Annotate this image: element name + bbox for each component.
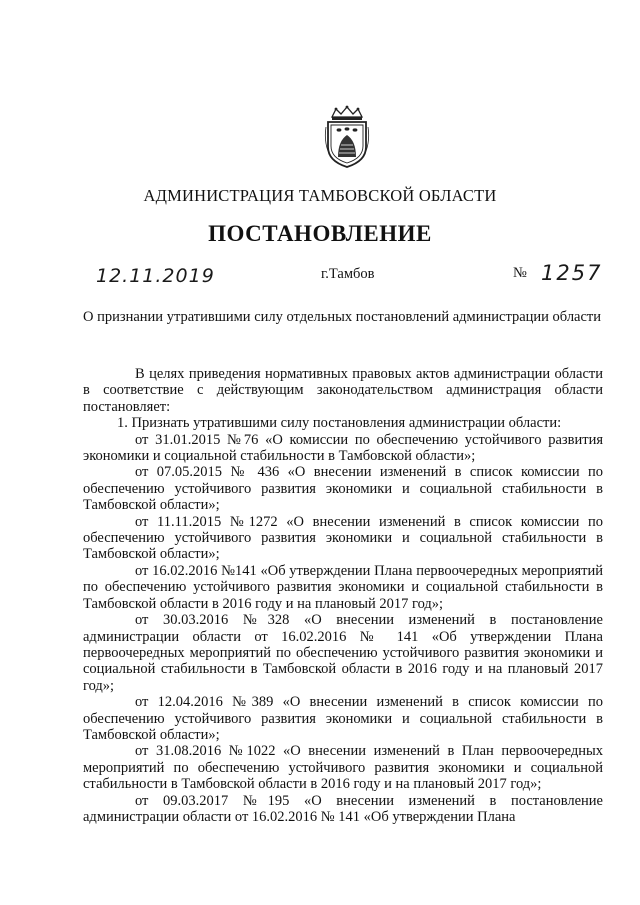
intro-paragraph: В целях приведения нормативных правовых актов администрации области в соответствие с действующим законодательством администрация области постановляет: bbox=[83, 366, 603, 415]
number-label: № bbox=[513, 265, 527, 281]
handwritten-number: 1257 bbox=[541, 261, 603, 285]
point-1-paragraph: 1. Признать утратившими силу постановления администрации области: bbox=[117, 415, 562, 432]
list-item: от 31.01.2015 №76 «О комиссии по обеспечению устойчивого развития экономики и социальной стабильности в Тамбовской области»; bbox=[83, 431, 603, 465]
list-item: от 16.02.2016 №141 «Об утверждении Плана первоочередных мероприятий по обеспечению устойчивого развития экономики и социальной стабильности в Тамбовской области в 2016 году и на плановый 2017 год»; bbox=[83, 562, 603, 612]
document-subject: О признании утратившими силу отдельных постановлений администрации области bbox=[83, 309, 602, 325]
list-item: от 11.11.2015 №1272 «О внесении изменений в список комиссии по обеспечению устойчивого развития экономики и социальной стабильности в Тамбовской области»; bbox=[83, 513, 603, 563]
document-type-title: ПОСТАНОВЛЕНИЕ bbox=[208, 221, 432, 246]
list-item: от 30.03.2016 №328 «О внесении изменений в постановление администрации области от 16.02.2016 № 141 «Об утверждении Плана первоочередных мероприятий по обеспечению устойчивого развития экономики и социальной стабильности в Тамбовской области в 2016 году и на плановый 2017 год»; bbox=[83, 612, 603, 694]
city-label: г.Тамбов bbox=[321, 266, 375, 282]
handwritten-date: 12.11.2019 bbox=[96, 265, 215, 287]
list-item: от 31.08.2016 №1022 «О внесении изменений в План первоочередных мероприятий по обеспечению устойчивого развития экономики и социальной стабильности в Тамбовской области в 2016 году и на плановый 2017 год»; bbox=[83, 743, 603, 793]
list-item: от 12.04.2016 №389 «О внесении изменений в список комиссии по обеспечению устойчивого развития экономики и социальной стабильности в Тамбовской области»; bbox=[83, 694, 603, 743]
organization-title: АДМИНИСТРАЦИЯ ТАМБОВСКОЙ ОБЛАСТИ bbox=[143, 186, 497, 205]
tambov-coat-of-arms-icon bbox=[322, 105, 372, 169]
list-item: от 07.05.2015 № 436 «О внесении изменений в список комиссии по обеспечению устойчивого развития экономики и социальной стабильности в Тамбовской области»; bbox=[83, 464, 603, 514]
list-item: от 09.03.2017 №195 «О внесении изменений в постановление администрации области от 16.02.2016 № 141 «Об утверждении Плана bbox=[83, 792, 603, 825]
document-body bbox=[83, 366, 603, 825]
